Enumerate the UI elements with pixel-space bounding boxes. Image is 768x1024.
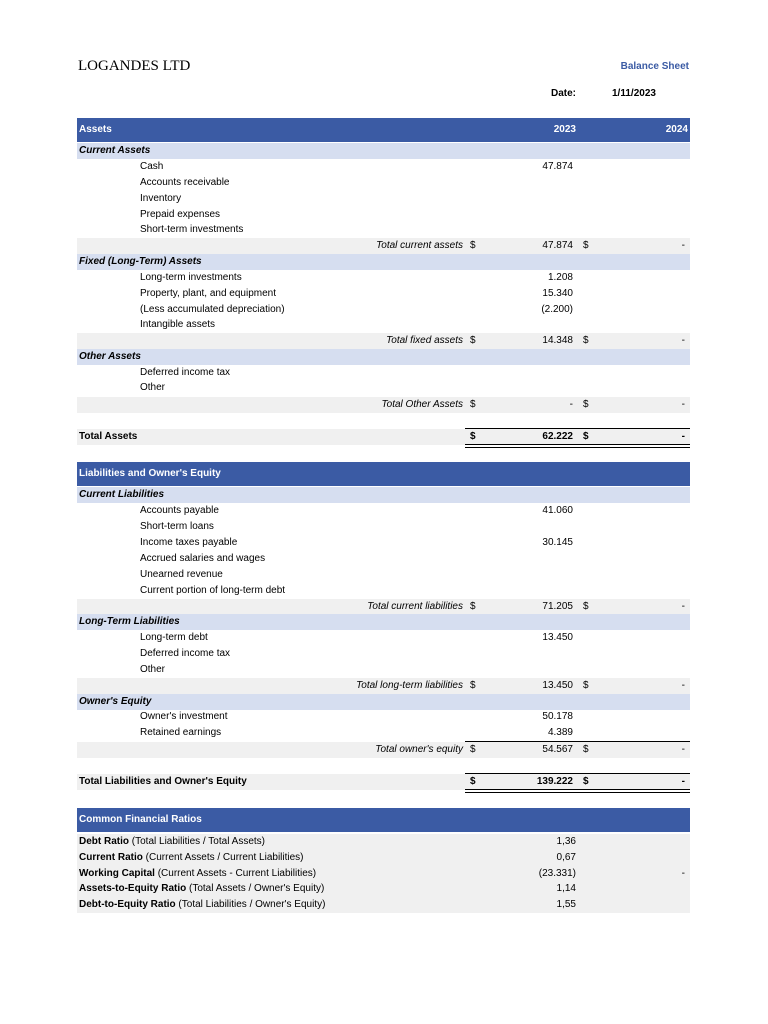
total-value-2024: - [681,680,685,691]
total-value-2024: - [681,335,685,346]
table-row [77,380,690,396]
row-label: Intangible assets [140,319,216,330]
total-value-2023: - [569,399,573,410]
ratio-name: Current Ratio [79,852,143,863]
currency-symbol: $ [583,240,589,251]
total-fixed-assets-row [77,333,690,349]
row-label: Short-term loans [140,521,214,532]
table-row [77,270,690,286]
total-current-liabilities-row [77,599,690,615]
section-current-assets [77,143,690,159]
double-underline [465,789,690,793]
row-label: Other [140,664,166,675]
total-liabilities-equity-label: Total Liabilities and Owner's Equity [79,776,247,787]
ratio-row [77,881,690,897]
currency-symbol: $ [470,335,476,346]
section-current-liabilities [77,487,690,503]
section-long-term-liabilities [77,614,690,630]
total-current-assets-row [77,238,690,254]
row-label: Accounts payable [140,505,219,516]
total-value-2023: 71.205 [542,601,573,612]
ratio-label [79,866,316,882]
total-long-term-liabilities-row [77,678,690,694]
ratio-value-2024: - [681,868,685,879]
section-title: Current Liabilities [79,489,165,500]
ratio-value-2023: 1,55 [556,899,576,910]
ratio-value-2023: (23.331) [538,868,576,879]
row-value-2023: 15.340 [542,288,573,299]
row-label: Accrued salaries and wages [140,553,266,564]
year-2023-label: 2023 [553,124,576,135]
ratio-name: Assets-to-Equity Ratio [79,883,187,894]
currency-symbol: $ [470,601,476,612]
total-liabilities-equity-row [77,774,690,790]
row-label: Property, plant, and equipment [140,288,277,299]
ratio-value-2023: 1,14 [556,883,576,894]
total-value-2024: - [681,601,685,612]
total-label: Total current assets [376,240,463,251]
table-row [77,286,690,302]
total-rule [465,773,690,774]
row-label: Owner's investment [140,711,228,722]
row-label: (Less accumulated depreciation) [140,304,285,315]
row-label: Income taxes payable [140,537,238,548]
ratio-value-2023: 1,36 [556,836,576,847]
total-other-assets-row [77,397,690,413]
total-label: Total fixed assets [386,335,463,346]
ratio-label [79,881,324,897]
table-row [77,551,690,567]
row-label: Long-term debt [140,632,208,643]
row-label: Unearned revenue [140,569,223,580]
row-value-2023: 50.178 [542,711,573,722]
currency-symbol: $ [470,399,476,410]
row-label: Deferred income tax [140,367,231,378]
table-row [77,662,690,678]
section-title: Owner's Equity [79,696,152,707]
ratio-row [77,866,690,882]
liabilities-header-label: Liabilities and Owner's Equity [79,468,221,479]
ratio-value-2023: 0,67 [556,852,576,863]
ratio-formula: (Current Assets / Current Liabilities) [142,852,304,863]
table-row [77,222,690,238]
section-title: Fixed (Long-Term) Assets [79,256,202,267]
ratio-row [77,850,690,866]
row-value-2023: 41.060 [542,505,573,516]
ratio-label [79,834,265,850]
ratio-row [77,834,690,850]
total-value-2023: 14.348 [542,335,573,346]
section-owners-equity [77,694,690,710]
currency-symbol: $ [583,431,589,442]
ratio-formula: (Total Liabilities / Owner's Equity) [175,899,326,910]
row-label: Other [140,382,166,393]
table-row [77,709,690,725]
company-name: LOGANDES LTD [78,58,191,74]
row-label: Cash [140,161,164,172]
table-row [77,646,690,662]
document-title: Balance Sheet [620,61,689,72]
currency-symbol: $ [583,680,589,691]
row-value-2023: (2.200) [541,304,573,315]
row-label: Deferred income tax [140,648,231,659]
total-value-2024: - [681,399,685,410]
ratio-name: Debt-to-Equity Ratio [79,899,176,910]
table-row [77,567,690,583]
double-underline [465,444,690,448]
currency-symbol: $ [583,335,589,346]
row-value-2023: 13.450 [542,632,573,643]
date-value: 1/11/2023 [612,88,656,99]
total-assets-2023: 62.222 [542,431,573,442]
table-row [77,630,690,646]
table-row [77,302,690,318]
total-assets-label: Total Assets [79,431,138,442]
table-row [77,175,690,191]
assets-header-label: Assets [79,124,112,135]
section-other-assets [77,349,690,365]
row-value-2023: 30.145 [542,537,573,548]
ratio-label [79,850,304,866]
total-label: Total current liabilities [367,601,463,612]
row-value-2023: 47.874 [542,161,573,172]
row-label: Retained earnings [140,727,222,738]
total-value-2023: 47.874 [542,240,573,251]
table-row [77,503,690,519]
ratio-name: Debt Ratio [79,836,129,847]
total-label: Total long-term liabilities [356,680,463,691]
row-label: Long-term investments [140,272,242,283]
total-value-2023: 13.450 [542,680,573,691]
row-label: Short-term investments [140,224,244,235]
total-value-2023: 54.567 [542,744,573,755]
currency-symbol: $ [583,744,589,755]
table-row [77,159,690,175]
ratio-name: Working Capital [79,868,155,879]
ratios-header-label: Common Financial Ratios [79,814,202,825]
row-label: Current portion of long-term debt [140,585,286,596]
row-value-2023: 4.389 [547,727,573,738]
liabilities-header [77,462,690,486]
table-row [77,519,690,535]
table-row [77,365,690,381]
currency-symbol: $ [583,776,589,787]
year-2024-label: 2024 [665,124,688,135]
ratios-header [77,808,690,832]
currency-symbol: $ [470,431,476,442]
currency-symbol: $ [583,399,589,410]
currency-symbol: $ [583,601,589,612]
row-label: Accounts receivable [140,177,230,188]
total-owners-equity-row [77,742,690,758]
total-liabilities-equity-2024: - [681,776,685,787]
assets-header [77,118,690,142]
table-row [77,535,690,551]
section-fixed-assets [77,254,690,270]
section-title: Current Assets [79,145,151,156]
table-row [77,191,690,207]
date-label: Date: [550,88,576,99]
table-row [77,583,690,599]
total-liabilities-equity-2023: 139.222 [536,776,573,787]
ratio-label [79,897,325,913]
total-label: Total owner's equity [375,744,463,755]
total-value-2024: - [681,240,685,251]
currency-symbol: $ [470,776,476,787]
total-label: Total Other Assets [381,399,463,410]
table-row [77,207,690,223]
total-value-2024: - [681,744,685,755]
ratio-formula: (Total Assets / Owner's Equity) [186,883,325,894]
section-title: Other Assets [79,351,141,362]
currency-symbol: $ [470,680,476,691]
table-row [77,725,690,741]
currency-symbol: $ [470,240,476,251]
section-title: Long-Term Liabilities [79,616,180,627]
ratio-formula: (Current Assets - Current Liabilities) [154,868,317,879]
total-rule [465,428,690,429]
ratio-formula: (Total Liabilities / Total Assets) [129,836,265,847]
currency-symbol: $ [470,744,476,755]
table-row [77,317,690,333]
row-label: Inventory [140,193,182,204]
row-label: Prepaid expenses [140,209,221,220]
total-assets-2024: - [681,431,685,442]
row-value-2023: 1.208 [547,272,573,283]
ratio-row [77,897,690,913]
total-assets-row [77,429,690,445]
